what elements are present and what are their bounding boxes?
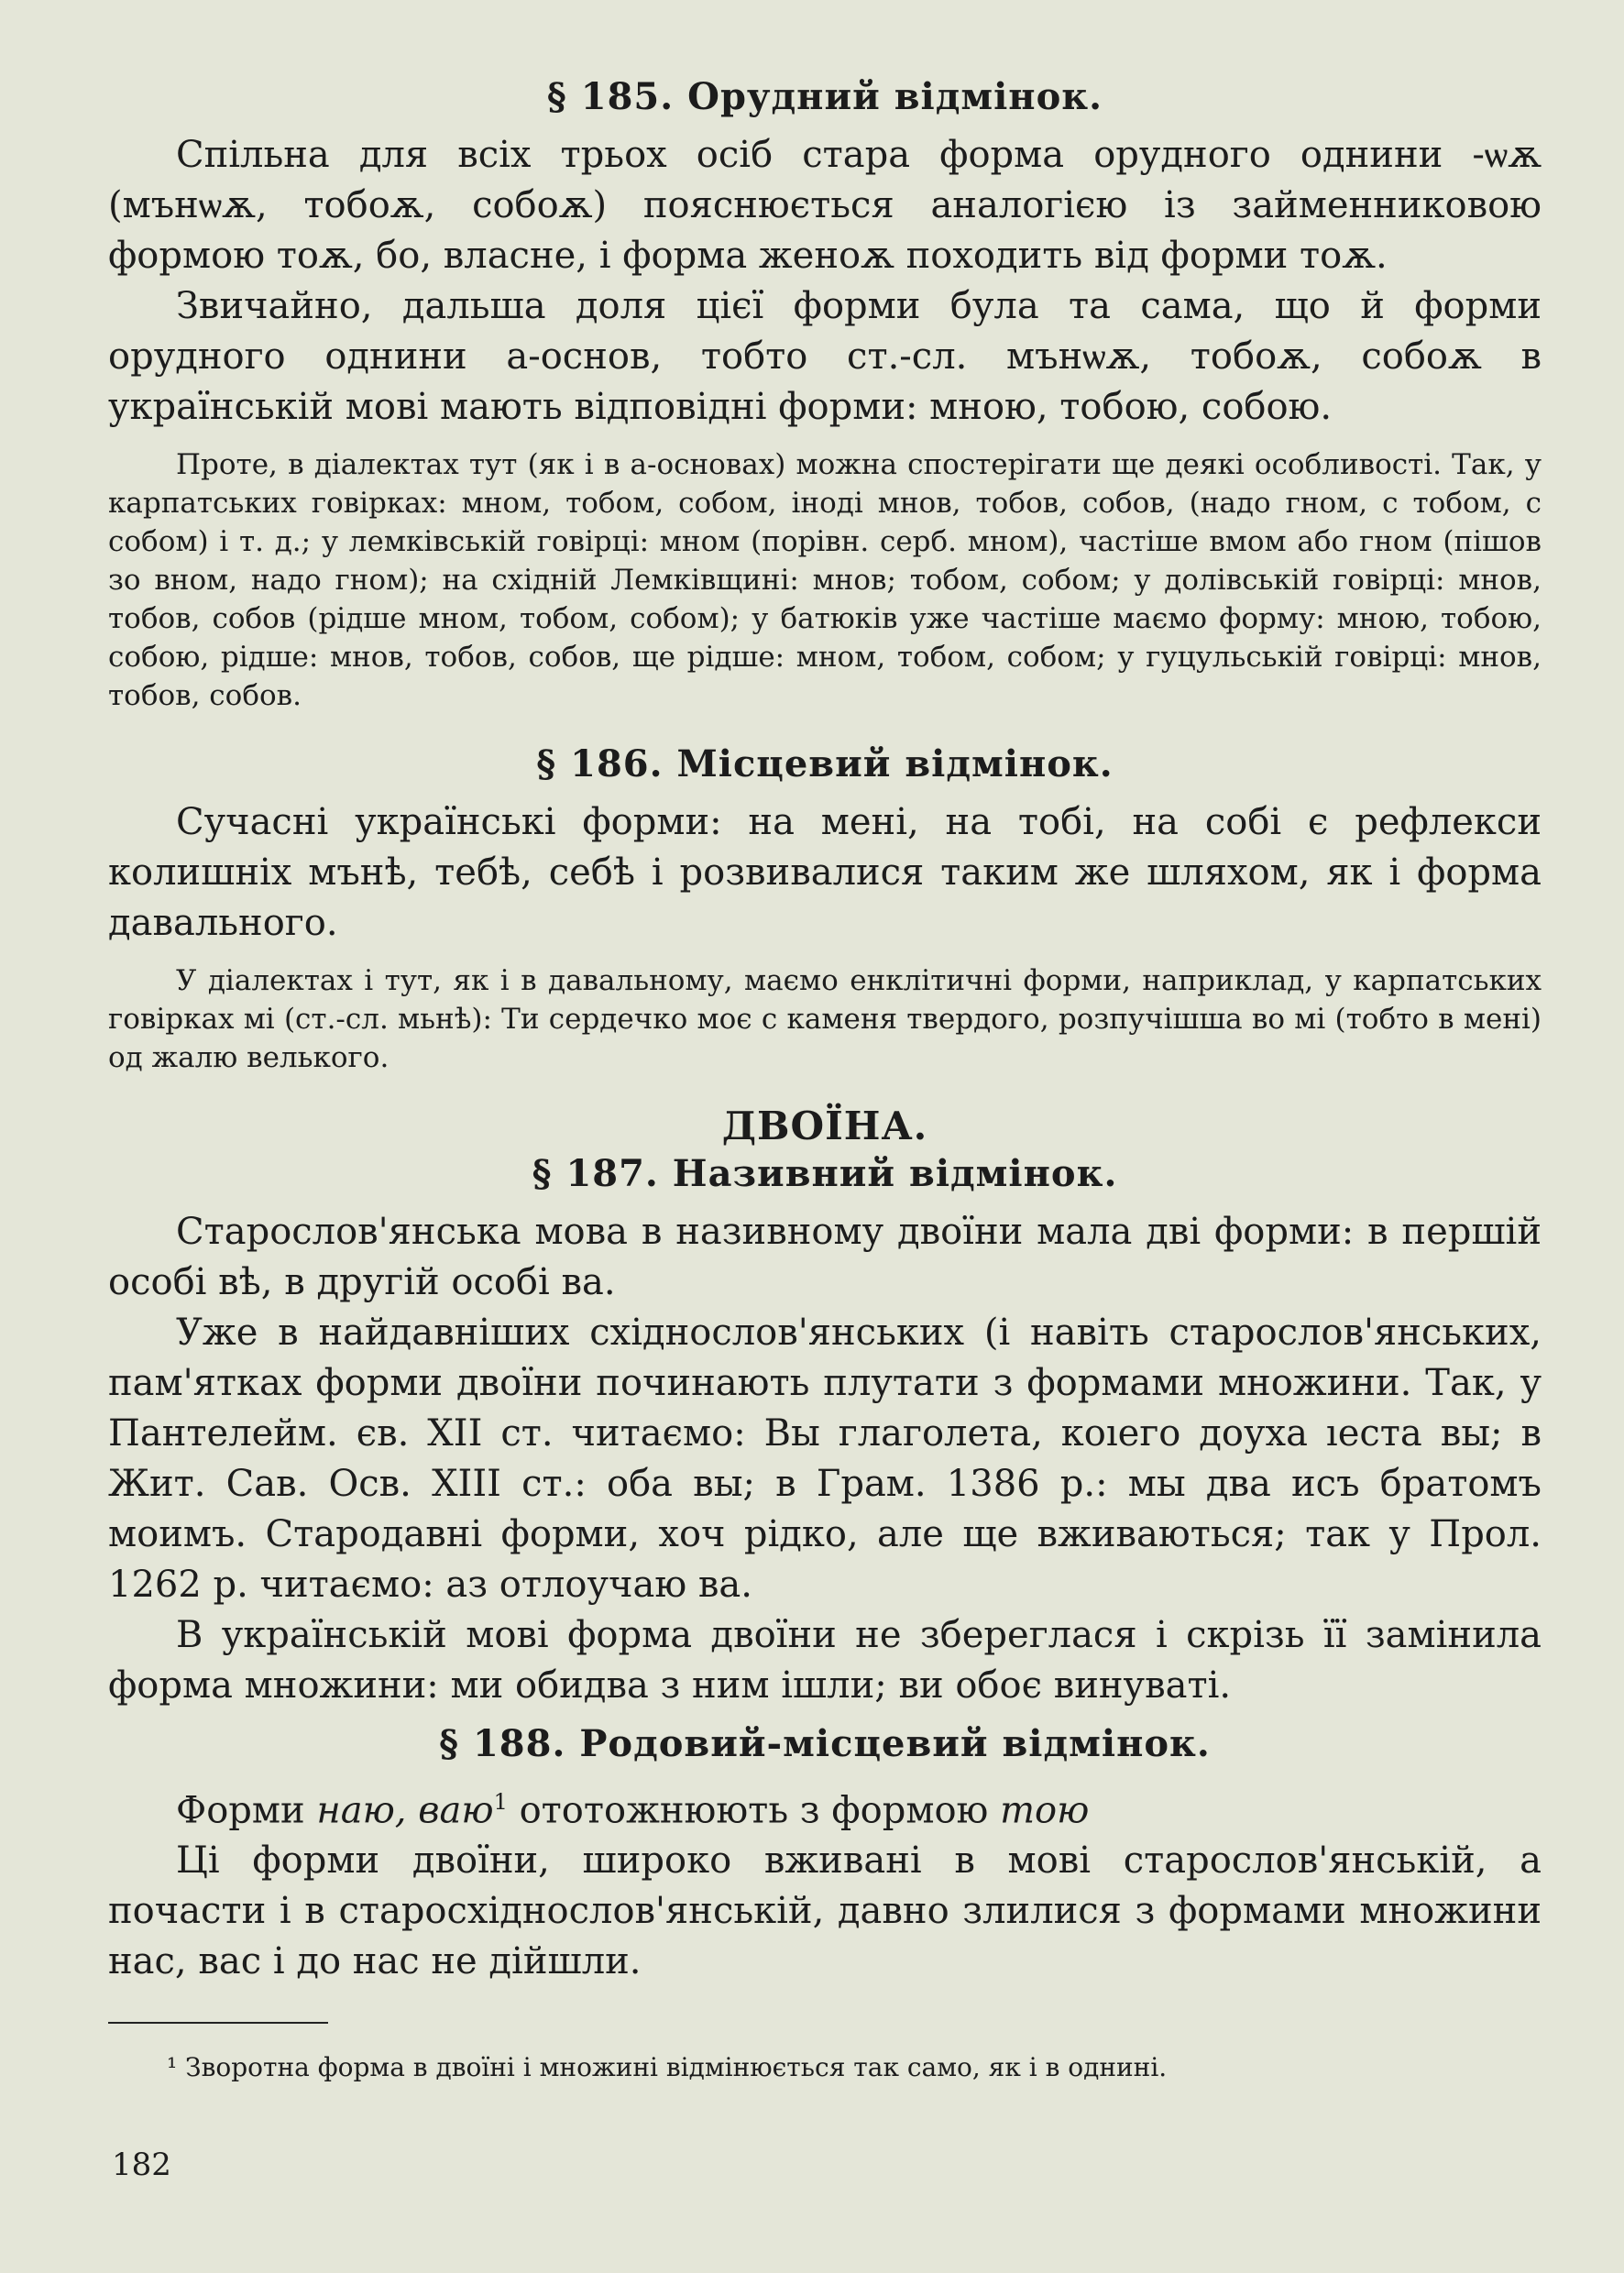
footnote-marker: 1 <box>493 1789 508 1815</box>
section-187-title: § 187. Називний відмінок. <box>532 1152 1118 1195</box>
dual-chapter-title: ДВОЇНА. <box>721 1104 928 1148</box>
section-185 <box>108 73 1542 715</box>
section-186-title: § 186. Місцевий відмінок. <box>536 742 1114 785</box>
page-number: 182 <box>112 2147 171 2183</box>
section-185-paragraph-1: Спільна для всіх трьох осіб стара форма орудного однини -ѡѫ (мънѡѫ, тобоѫ, собоѫ) пояснюється аналогією із займенниковою формою тоѫ, бо, власне, і форма женоѫ походить від форми тоѫ. <box>108 134 1542 277</box>
section-185-paragraph-2: Звичайно, дальша доля цієї форми була та сама, що й форми орудного однини а-основ, тобто ст.-сл. мънѡѫ, тобоѫ, собоѫ в українській мові мають відповідні форми: мною, тобою, собою. <box>108 285 1542 428</box>
section-187-paragraph-2: Уже в найдавніших східнослов'янських (і навіть старослов'янських, пам'ятках форми двоїни починають плутати з формами множини. Так, у Пантелейм. єв. XII ст. читаємо: Вы глаголета, коıего доуха ıеста вы; в Жит. Сав. Осв. XIII ст.: оба вы; в Грам. 1386 р.: мы два исъ братомъ моимъ. Стародавні форми, хоч рідко, але ще вживаються; так у Прол. 1262 р. читаємо: аз отлоучаю ва. <box>108 1312 1542 1606</box>
text-run: ототожнюють з формою <box>507 1789 1001 1832</box>
section-188 <box>108 1720 1542 1987</box>
footnote-divider <box>108 2022 328 2024</box>
footnote: ¹ Зворотна форма в двоїні і множині відмінюється так само, як і в однині. <box>167 2052 1168 2083</box>
section-186 <box>108 741 1542 1077</box>
italic-form: тою <box>1000 1789 1090 1832</box>
section-188-title: § 188. Родовий-місцевий відмінок. <box>439 1722 1211 1765</box>
section-186-dialect-note: У діалектах і тут, як і в давальному, маємо енклітичні форми, наприклад, у карпатських говірках мі (ст.-сл. мьнѣ): Ти сердечко моє с каменя твердого, розпучішша во мі (тобто в мені) од жалю велького. <box>108 964 1542 1074</box>
text-run: Форми <box>176 1789 317 1832</box>
section-186-paragraph-1: Сучасні українські форми: на мені, на тобі, на собі є рефлекси колишніх мънѣ, тебѣ, себѣ і розвивалися таким же шляхом, як і форма давального. <box>108 801 1542 944</box>
section-188-paragraph-2: Ці форми двоїни, широко вживані в мові старослов'янській, а почасти і в старосхіднослов'янській, давно злилися з формами множини нас, вас і до нас не дійшли. <box>108 1839 1542 1983</box>
section-187-paragraph-1: Старослов'янська мова в називному двоїни мала дві форми: в першій особі вѣ, в другій особі ва. <box>108 1211 1542 1303</box>
section-185-dialect-note: Проте, в діалектах тут (як і в а-основах) можна спостерігати ще деякі особливості. Так, у карпатських говірках: мном, тобом, собом, іноді мнов, тобов, собов, (надо гном, с тобом, с собом) і т. д.; у лемківській говірці: мном (порівн. серб. мном), частіше вмом або гном (пішов зо вном, надо гном); на східній Лемківщині: мнов; тобом, собом; у долівській говірці: мнов, тобов, собов (рідше мном, тобом, собом); у батюків уже частіше маємо форму: мною, тобою, собою, рідше: мнов, тобов, собов, ще рідше: мном, тобом, собом; у гуцульській говірці: мнов, тобов, собов. <box>108 448 1542 712</box>
section-188-paragraph-1 <box>108 1777 1542 1836</box>
section-187-paragraph-3: В українській мові форма двоїни не збереглася і скрізь її замінила форма множини: ми обидва з ним ішли; ви обоє винуваті. <box>108 1614 1542 1707</box>
section-185-title: § 185. Орудний відмінок. <box>546 75 1103 118</box>
italic-forms: наю, ваю <box>316 1789 494 1832</box>
section-187 <box>108 1150 1542 1711</box>
